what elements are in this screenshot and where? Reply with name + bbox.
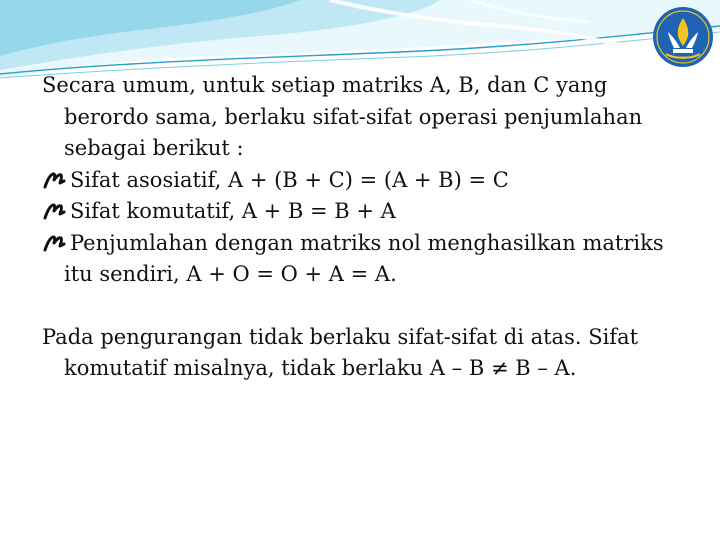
ribbon-bullet-icon (42, 202, 70, 220)
ribbon-bullet-icon (42, 234, 70, 252)
tut-wuri-handayani-logo (652, 6, 714, 68)
bullet-commutative (42, 196, 692, 228)
bullet-text: Sifat komutatif, A + B = B + A (70, 199, 396, 223)
spacer (42, 291, 692, 322)
bullet-associative (42, 165, 692, 197)
bullet-text: Penjumlahan dengan matriks nol menghasilkan matriks itu sendiri, A + O = O + A = A. (64, 230, 664, 286)
bullet-zero-matrix (42, 228, 692, 291)
subtraction-paragraph: Pada pengurangan tidak berlaku sifat-sifat di atas. Sifat komutatif misalnya, tidak berlaku A – B ≠ B – A. (42, 324, 639, 380)
intro-paragraph: Secara umum, untuk setiap matriks A, B, dan C yang berordo sama, berlaku sifat-sifat operasi penjumlahan sebagai berikut : (42, 73, 643, 160)
slide-content (42, 70, 692, 385)
bullet-text: Sifat asosiatif, A + (B + C) = (A + B) = C (70, 167, 509, 192)
ribbon-bullet-icon (42, 171, 70, 189)
